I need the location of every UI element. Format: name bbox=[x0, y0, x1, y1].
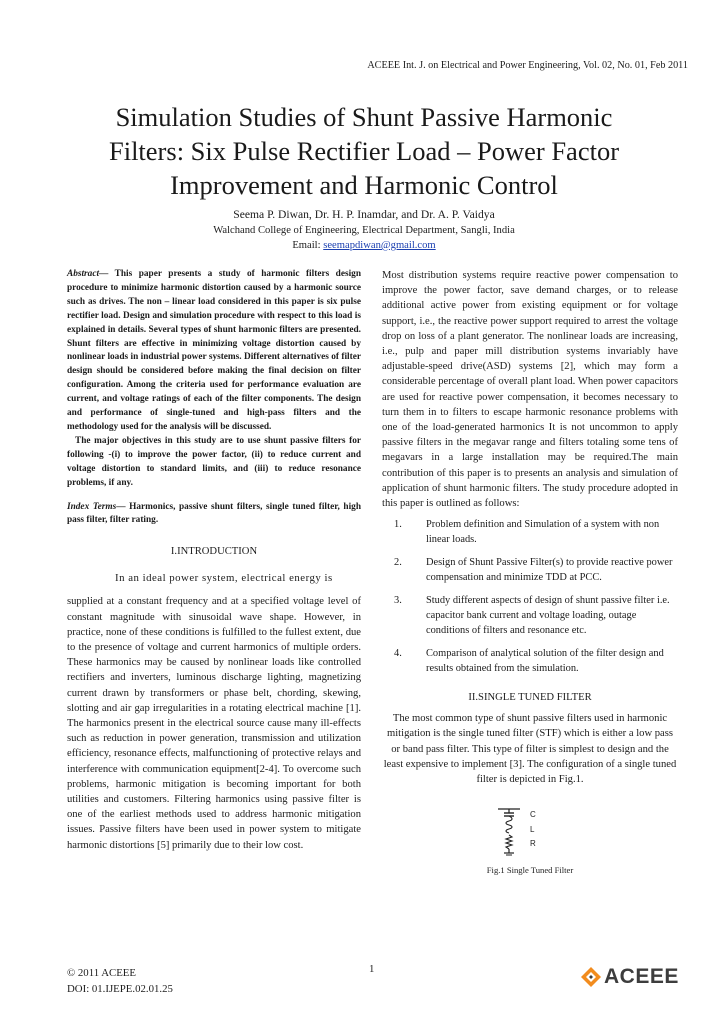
list-item bbox=[382, 517, 678, 547]
title-line: Filters: Six Pulse Rectifier Load – Power Factor bbox=[108, 136, 620, 166]
paper-title bbox=[60, 100, 668, 202]
capacitor-label: C bbox=[530, 810, 536, 820]
section2-paragraph: The most common type of shunt passive filters used in harmonic mitigation is the single tuned filter (STF) which is either a low pass or band pass filter. This type of filter is simplest to design and the least expensive to implement [3]. The configuration of a single tuned filter is depicted in Fig.1. bbox=[383, 713, 677, 786]
inductor-coil-icon bbox=[506, 816, 512, 833]
title-line: Simulation Studies of Shunt Passive Harmonic bbox=[115, 102, 613, 132]
running-head: ACEEE Int. J. on Electrical and Power Engineering, Vol. 02, No. 01, Feb 2011 bbox=[367, 60, 688, 71]
list-text: Problem definition and Simulation of a system with non linear loads. bbox=[426, 519, 660, 546]
right-column bbox=[382, 268, 678, 875]
list-item bbox=[382, 555, 678, 585]
footer-left bbox=[67, 965, 173, 997]
list-number: 2. bbox=[394, 557, 402, 569]
procedure-list bbox=[382, 517, 678, 676]
list-text: Study different aspects of design of shunt passive filter i.e. capacitor bank current and voltage loading, outage conditions of filters and resonance etc. bbox=[426, 595, 670, 637]
abstract-text: This paper presents a study of harmonic filters design procedure to minimize harmonic distortion caused by a harmonic source such as drives. The non – linear load considered in this paper is six pulse rectifier load. Design and simulation procedure with respect to this load is explained in details. Several types of shunt harmonic filters are presented. Shunt filters are effective in minimizing voltage distortion caused by nonlinear loads in industrial power systems. Different alternatives of filter design should be considered before making the final decision on filter configuration. Among the criteria used for performance evaluation are current, and voltage ratings of each of the filter components. The design and performance of single-tuned and high-pass filters and the methodology used for the analysis will be discussed. bbox=[67, 269, 362, 432]
logo-text: ACEEE bbox=[604, 965, 679, 988]
figure-caption: Fig.1 Single Tuned Filter bbox=[486, 865, 574, 876]
index-terms bbox=[67, 501, 361, 529]
index-terms-text: Harmonics, passive shunt filters, single tuned filter, high pass filter, filter rating. bbox=[67, 501, 361, 526]
inductor-label: L bbox=[530, 825, 535, 835]
abstract-objectives: The major objectives in this study are to use shunt passive filters for following -(i) to improve the power factor, (ii) to reduce current and voltage distortion to standard limits, and (iii) to reduce resonance problems, if any. bbox=[67, 435, 361, 488]
list-text: Design of Shunt Passive Filter(s) to provide reactive power compensation and minimize TDD at PCC. bbox=[426, 557, 673, 584]
page-number: 1 bbox=[369, 963, 375, 975]
doi: DOI: 01.IJEPE.02.01.25 bbox=[67, 983, 173, 995]
list-number: 1. bbox=[394, 519, 402, 531]
filter-circuit-diagram bbox=[490, 805, 570, 857]
list-text: Comparison of analytical solution of the filter design and results obtained from the simulation. bbox=[426, 648, 664, 675]
section-heading-single-tuned-filter: II.SINGLE TUNED FILTER bbox=[468, 692, 592, 704]
list-item bbox=[382, 593, 678, 638]
authors: Seema P. Diwan, Dr. H. P. Inamdar, and Dr. A. P. Vaidya bbox=[233, 208, 495, 221]
intro-paragraph-lead: In an ideal power system, electrical energy is bbox=[115, 572, 333, 585]
abstract bbox=[67, 268, 361, 435]
abstract-label: Abstract bbox=[67, 269, 100, 279]
email-label: Email: bbox=[292, 240, 324, 251]
abstract-dash: — bbox=[99, 269, 115, 279]
index-terms-label: Index Terms bbox=[67, 501, 117, 512]
left-column bbox=[67, 268, 361, 853]
figure-single-tuned-filter bbox=[490, 805, 570, 857]
intro-paragraph: supplied at a constant frequency and at a specified voltage level of constant magnitude with sinusoidal wave shape. However, in practice, none of these conditions is fulfilled to the fullest extent, due to the presence of voltage and current harmonics of multiple orders. These harmonics may be caused by nonlinear loads like controlled rectifiers and inverters, luminous discharge lighting, magnetizing current drawn by transformers or phase belt, chording, skewing, slotting and air gap irregularities in a rotating electrical machine [1]. The harmonics present in the electrical source cause many ill-effects such as reduction in power generation, transmission and utilization efficiency, resonance effects, malfunctioning of protective relays and interference with communication equipment[2-4]. To overcome such problems, harmonic mitigation is becoming important for both utilities and customers. Filtering harmonics using passive filter is one of the earliest methods used to address harmonic mitigation issues. Passive filters have been used in power system to mitigate harmonic distortions [5] primarily due to their low cost. bbox=[67, 596, 361, 851]
email-line bbox=[0, 240, 728, 251]
affiliation: Walchand College of Engineering, Electrical Department, Sangli, India bbox=[213, 225, 515, 236]
logo-mark-icon bbox=[580, 966, 602, 988]
resistor-label: R bbox=[530, 839, 536, 849]
resistor-zigzag-icon bbox=[506, 835, 512, 849]
list-number: 3. bbox=[394, 595, 402, 607]
index-terms-dash: — bbox=[116, 501, 130, 512]
list-item bbox=[382, 646, 678, 676]
title-line: Improvement and Harmonic Control bbox=[170, 170, 558, 200]
copyright: © 2011 ACEEE bbox=[67, 967, 136, 979]
email-link[interactable]: seemapdiwan@gmail.com bbox=[323, 240, 436, 251]
intro-paragraph-continued: Most distribution systems require reactive power compensation to improve the power factor, save demand charges, or to release additional active power from existing equipment or for voltage support, i.e., the reactive power support required to arrest the voltage drop on loss of a plant generator. The nonlinear loads are increasing, i.e., pulp and paper mill distribution systems invariably have adjustable-speed drive(ASD) systems [2], which may form a considerable percentage of overall plant load. When power capacitors are used for reactive power compensation, it becomes necessary to turn them in to filters to escape harmonic resonance problems with one of the load-generated harmonics It is not uncommon to apply passive filters in the megavar range and filters totaling some tens of megavars in a large installation may be required.The main contribution of this paper is to presents an analysis and simulation of application of shunt harmonic filters. The study procedure adopted in this paper is outlined as follows: bbox=[382, 270, 678, 510]
list-number: 4. bbox=[394, 648, 402, 660]
section-heading-introduction: I.INTRODUCTION bbox=[170, 546, 258, 558]
aceee-logo bbox=[580, 964, 682, 990]
